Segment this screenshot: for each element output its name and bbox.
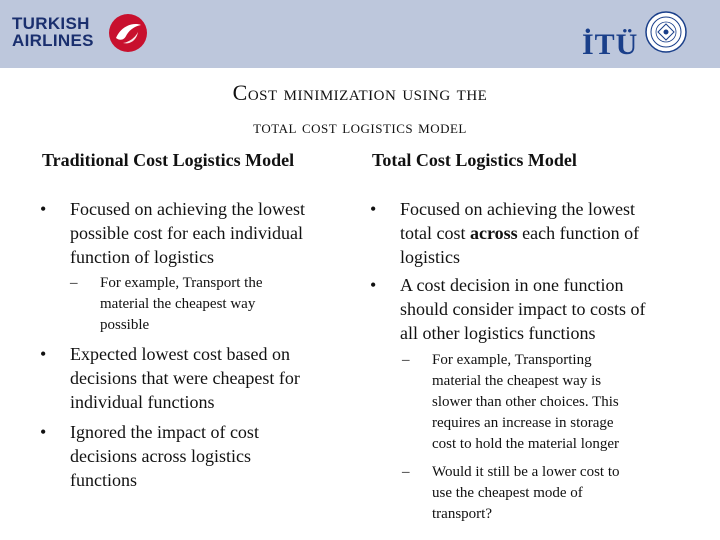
itu-logo xyxy=(572,8,692,62)
slide-title-line1: Cost minimization using the xyxy=(232,80,488,105)
slide-title-line2: total cost logistics model xyxy=(253,117,467,137)
itu-logo-text: İTÜ xyxy=(582,28,639,61)
airline-emblem-icon xyxy=(107,12,149,54)
itu-seal-icon xyxy=(644,10,688,54)
header-bar xyxy=(0,0,720,68)
right-column-heading: Total Cost Logistics Model xyxy=(372,150,577,170)
airline-logo-text: TURKISH AIRLINES xyxy=(12,14,94,50)
left-column-heading: Traditional Cost Logistics Model xyxy=(42,150,295,170)
turkish-airlines-logo xyxy=(12,12,152,56)
